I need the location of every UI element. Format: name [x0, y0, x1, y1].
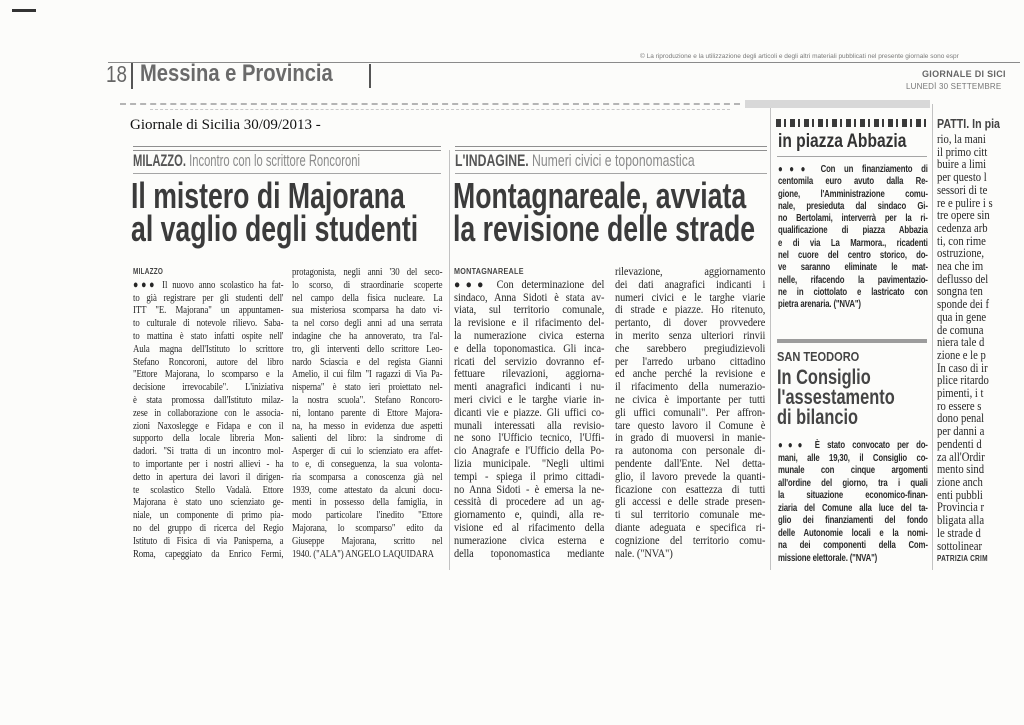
brief-kicker: SAN TEODORO — [777, 349, 860, 364]
headline-line: Montagnareale, avviata — [453, 175, 747, 216]
header-divider — [131, 63, 133, 89]
text-line: rilevazione, aggiornamento — [615, 266, 766, 278]
text-line: ro essere s — [937, 397, 982, 413]
text-line: giornamento e, quindi, alla re- — [454, 509, 605, 522]
text-line: il rifacimento della numerazio- — [615, 381, 766, 394]
text-line: il primo citt — [937, 143, 988, 159]
text-line: di strade e piazze. Ho ritenuto, — [615, 304, 766, 317]
text-line: nale, presieduta dal sindaco Gi- — [778, 200, 928, 212]
text-line: rio, la mani — [937, 131, 986, 146]
text-line: centomila euro avuto dalla Re- — [778, 176, 928, 188]
text-line: zioni Naxoslegge e Fidapa e con il — [133, 419, 284, 432]
text-line: ni, lontano parente di Ettore Majora- — [292, 406, 443, 419]
text-line: pietra arenaria. ("NVA") — [778, 299, 861, 311]
text-line: nel cuore del centro storico, do- — [778, 250, 928, 262]
text-line: ria scomparsa a conoscenza già nel — [292, 470, 443, 483]
text-line: cio Anagrafe e l'Ufficio della Po- — [454, 445, 605, 458]
text-line: che sarebbero pregiudizievoli — [615, 342, 766, 355]
text-line: zese in collaborazione con le associa- — [133, 406, 284, 419]
text-line: glio, il lavoro prevede la quanti- — [615, 470, 766, 483]
brief-text — [778, 164, 928, 312]
cut-off-headline-band — [776, 119, 926, 127]
text-line: viata, sul territorio comunale, — [454, 304, 605, 317]
text-line: e di via La Marmora., ricadenti — [778, 237, 928, 249]
column-text — [615, 266, 765, 560]
text-line: sottolinear — [937, 537, 983, 553]
text-line: sponde dei f — [937, 296, 990, 312]
headline-line: al vaglio degli studenti — [131, 208, 419, 249]
text-line: supporto della locale libreria Mon- — [133, 432, 284, 445]
text-line: deflusso del — [937, 270, 989, 286]
text-line: le strade d — [937, 524, 981, 540]
brief-body — [778, 164, 928, 312]
column-text — [292, 266, 442, 560]
article-kicker — [133, 151, 360, 171]
text-line: ostruzione, — [937, 245, 985, 261]
text-line: to importante per i nostri allievi - ha — [133, 457, 284, 470]
text-line: nardo Sciascia e del regista Gianni — [292, 355, 443, 368]
headline-line: Il mistero di Majorana — [131, 175, 405, 216]
text-line: Majorana è stato uno scienziato ge- — [133, 496, 284, 509]
text-line: nale. ("NVA") — [615, 547, 673, 560]
text-line: ti sul territorio comunale me- — [615, 509, 766, 522]
column-text — [454, 279, 604, 561]
text-line: sindaco, Anna Sidoti è stata av- — [454, 291, 605, 304]
article-headline — [453, 175, 756, 249]
text-line: to già registrare per gli studenti dell' — [133, 291, 284, 304]
text-line: ficazione con esattezza di tutti — [615, 483, 766, 496]
article-column — [454, 266, 604, 560]
text-line: sua misteriosa scomparsa ha dato vi- — [292, 304, 443, 317]
text-line: zione anch — [937, 473, 983, 489]
article-column — [615, 266, 765, 560]
text-line: to mattina è stato infatti ospite nell' — [133, 329, 284, 342]
text-line: dei dati anagrafici indicanti i — [615, 278, 766, 291]
text-line: to e, di conseguenza, la sua volonta- — [292, 457, 443, 470]
text-line: 1939, come attestato da alcuni docu- — [292, 483, 443, 496]
text-line: Amelio, il cui film "I ragazzi di Via Pa- — [292, 368, 443, 381]
text-line: menti in possesso della famiglia, in — [292, 496, 443, 509]
text-line: mento sind — [937, 461, 985, 477]
scan-artifact-line — [120, 103, 740, 105]
text-line: cessità di procedere ad un ag- — [454, 496, 605, 509]
text-line: missione elettorale. ("NVA") — [778, 552, 878, 564]
text-line: è stata promossa dall'Istituto milaz- — [133, 393, 284, 406]
text-line: cedenza arb — [937, 219, 988, 235]
text-line: ne sono l'Ufficio tecnico, l'Uffi- — [454, 432, 605, 445]
text-line: na dei componenti della Com- — [778, 540, 928, 551]
text-line: ne civica è importante per tutti — [615, 393, 766, 406]
text-line: numeri civici e le targhe viarie — [615, 291, 766, 304]
scan-mark — [12, 9, 36, 12]
text-line: in merito senza ulteriori rinvii — [615, 329, 766, 342]
cropped-text — [937, 133, 1024, 552]
text-line: ●●● Con un finanziamento di — [778, 164, 928, 175]
column-rule — [449, 150, 450, 570]
text-line: Giuseppe Majorana, scritto nel — [292, 534, 443, 547]
column-rule — [932, 104, 933, 570]
text-line: ti, con rime — [937, 232, 986, 248]
byline: PATRIZIA CRIM — [937, 554, 988, 564]
text-line: ra autonoma con personale di- — [615, 445, 766, 458]
headline-line: di bilancio — [777, 406, 858, 429]
text-line: ricati del servizio dovranno ef- — [454, 355, 605, 368]
text-line: delle Autonomie locali e la nomi- — [778, 527, 928, 539]
text-line: per danni a — [937, 423, 985, 439]
text-line: la situazione economico-finan- — [778, 490, 928, 501]
text-line: Provincia r — [937, 499, 985, 515]
text-line: tre opere sin — [937, 207, 990, 223]
article-column — [292, 266, 442, 560]
text-line: modo particolare l'inedito "Ettore — [292, 509, 443, 522]
text-line: pimenti, i t — [937, 385, 984, 401]
text-line: buire a limi — [937, 156, 987, 172]
text-line: ve saranno eliminate le mat- — [778, 262, 928, 274]
article-kicker — [455, 151, 695, 171]
brief-rule — [777, 156, 927, 157]
text-line: ITT "E. Majorana" un appuntamen- — [133, 304, 284, 317]
text-line: pendente dall'Ente. Nel detta- — [615, 457, 766, 470]
text-line: ●●● Con determinazione del — [454, 278, 605, 291]
text-line: nel campo della fisica nucleare. La — [292, 291, 443, 304]
brief-text — [778, 440, 928, 565]
text-line: nea che im — [937, 258, 984, 274]
text-line: In caso di ir — [937, 359, 988, 375]
text-line: numerazione civica esterna e — [454, 534, 605, 547]
text-line: decisione irrevocabile". L'iniziativa — [133, 381, 284, 394]
text-line: in grado di muoversi in manie- — [615, 432, 766, 445]
text-line: zione e le p — [937, 346, 986, 362]
column-text — [133, 279, 283, 561]
text-line: Istituto di Fisica di via Panisperna, a — [133, 534, 284, 547]
text-line: 1940. ("ALA") ANGELO LAQUIDARA — [292, 547, 434, 560]
text-line: niale, un componente di primo pia- — [133, 509, 284, 522]
text-line: nisperna" è stato ieri proiettato nel- — [292, 381, 443, 394]
header-divider — [369, 64, 371, 88]
text-line: enti pubbli — [937, 486, 983, 502]
column-rule — [770, 104, 771, 570]
brief-headline: in piazza Abbazia — [778, 131, 907, 152]
text-line: all'ordine del giorno, tra i quali — [778, 477, 928, 489]
kicker-text: Incontro con lo scrittore Roncoroni — [189, 151, 360, 170]
issue-date: LUNEDÌ 30 SETTEMBRE — [906, 82, 1002, 91]
copyright-notice: © La riproduzione e la utilizzazione degli articoli e degli altri materiali pubblicati nel presente giornale sono espr — [640, 53, 959, 60]
text-line: dicanti vie e piazze. Gli uffici co- — [454, 406, 605, 419]
text-line: gli uffici comunali". Per affron- — [615, 406, 766, 419]
text-line: tare questo lavoro il Comune è — [615, 419, 766, 432]
text-line: ●●● È stato convocato per do- — [778, 440, 928, 451]
headline-line: In Consiglio — [777, 366, 871, 389]
text-line: la nostra scuola". Stefano Roncoro- — [292, 393, 443, 406]
text-line: salienti del libro: la sindrome di — [292, 432, 443, 445]
cropped-kicker: PATTI. In pia — [937, 116, 1000, 131]
text-line: detto in apertura dei lavori il dirigen- — [133, 470, 284, 483]
text-line: protagonista, negli anni '30 del seco- — [292, 266, 443, 278]
text-line: plice ritardo — [937, 372, 989, 388]
text-line: ta nel corso degli anni ad una serrata — [292, 317, 443, 330]
text-line: per l'arredo urbano cittadino — [615, 355, 766, 368]
text-line: e della toponomastica. Gli inca- — [454, 342, 605, 355]
text-line: pertanto, di dover provvedere — [615, 317, 766, 330]
section-title: Messina e Provincia — [140, 60, 333, 87]
cut-off-headline-band — [745, 100, 930, 108]
text-line: fettuare rilevazioni, aggiorna- — [454, 368, 605, 381]
dateline: MILAZZO — [133, 267, 164, 276]
kicker-text: Numeri civici e toponomastica — [532, 151, 695, 170]
text-line: songna ten — [937, 283, 983, 299]
text-line: sessori di te — [937, 181, 988, 197]
text-line: la revisione e il rifacimento del- — [454, 317, 605, 330]
text-line: indagine che ha annoverato, tra l'al- — [292, 329, 443, 342]
text-line: re e pulire i s — [937, 194, 993, 210]
headline-line: l'assestamento — [777, 386, 895, 409]
text-line: munale con cinque argomenti — [778, 465, 928, 476]
text-line: ed anche perché la revisione e — [615, 368, 766, 381]
text-line: to culturale di notevole rilievo. Saba- — [133, 317, 284, 330]
headline-line: la revisione delle strade — [453, 208, 756, 249]
text-line: nelle, rifacendo la pavimentazio- — [778, 274, 928, 286]
text-line: Aula magna dell'Istituto lo scrittore — [133, 342, 284, 355]
text-line: qua in gene — [937, 308, 987, 324]
text-line: gione, l'Amministrazione comu- — [778, 188, 928, 200]
text-line: Roma, capeggiato da Enrico Fermi, — [133, 547, 284, 560]
text-line: no Bertolami, interverrà per la ri- — [778, 213, 928, 225]
dateline: MONTAGNAREALE — [454, 267, 524, 276]
text-line: ●●● Il nuovo anno scolastico ha fat- — [133, 278, 284, 291]
source-line: Giornale di Sicilia 30/09/2013 - — [130, 117, 321, 133]
text-line: no Anna Sidoti - è emersa la ne- — [454, 483, 605, 496]
text-line: te scolastico Stello Vadalà. Ettore — [133, 483, 284, 496]
text-line: lo scorso, di straordinarie scoperte — [292, 278, 443, 291]
text-line: ziaria del Comune alla luce del ta- — [778, 502, 928, 514]
text-line: mani, alle 19,30, il Consiglio co- — [778, 452, 928, 464]
text-line: bligata alla — [937, 512, 985, 528]
text-line: pendenti d — [937, 435, 982, 451]
brief-headline — [777, 368, 895, 428]
article-column — [133, 266, 283, 560]
text-line: glio dei finanziamenti del fondo — [778, 515, 928, 526]
text-line: Stefano Roncoroni, autore del libro — [133, 355, 284, 368]
article-headline — [131, 175, 419, 249]
text-line: della toponomastica mediante — [454, 547, 605, 560]
text-line: Majorana, lo scomparso" edito da — [292, 521, 443, 534]
text-line: menti anagrafici indicanti i nu- — [454, 381, 605, 394]
text-line: tro, gli interventi dello scrittore Leo- — [292, 342, 443, 355]
text-line: per questo l — [937, 169, 987, 185]
text-line: dono penal — [937, 410, 985, 426]
text-line: cognizione del territorio comu- — [615, 534, 766, 547]
kicker-rule — [455, 173, 767, 174]
brief-body — [778, 440, 928, 565]
text-line: dadori. "Si tratta di un incontro mol- — [133, 445, 284, 458]
kicker-tag: L'INDAGINE. — [455, 151, 529, 170]
text-line: niera tale d — [937, 334, 985, 350]
text-line: "Ettore Majorana, lo scomparso e la — [133, 368, 284, 381]
text-line: visione ed al rifacimento della — [454, 521, 605, 534]
text-line: no del gruppo di ricerca del Regio — [133, 521, 284, 534]
text-line: la numerazione civica esterna — [454, 329, 605, 342]
page-number: 18 — [106, 61, 127, 87]
newspaper-name: GIORNALE DI SICI — [922, 69, 1006, 79]
text-line: gli accessi e delle strade presen- — [615, 496, 766, 509]
text-line: Asperger di cui lo scienziato era affet- — [292, 445, 443, 458]
scan-artifact-line — [150, 109, 730, 110]
cropped-article — [937, 116, 1024, 576]
text-line: tempi - spiega il primo cittadi- — [454, 470, 605, 483]
text-line: na, ha messo in evidenza due aspetti — [292, 419, 443, 432]
kicker-rule — [133, 173, 441, 174]
brief-top-rule — [777, 339, 927, 343]
text-line: qualificazione di piazza Abbazia — [778, 225, 928, 237]
text-line: lizia municipale. "Negli ultimi — [454, 457, 605, 470]
kicker-tag: MILAZZO. — [133, 151, 186, 170]
text-line: diante adeguata e specifica ri- — [615, 521, 766, 534]
text-line: munali interessati alla revisio- — [454, 419, 605, 432]
text-line: ne in ciottolato e lastricato con — [778, 286, 928, 298]
text-line: za all'Ordir — [937, 448, 985, 464]
text-line: de comuna — [937, 321, 984, 337]
text-line: meri civici e le targhe viarie in- — [454, 393, 605, 406]
